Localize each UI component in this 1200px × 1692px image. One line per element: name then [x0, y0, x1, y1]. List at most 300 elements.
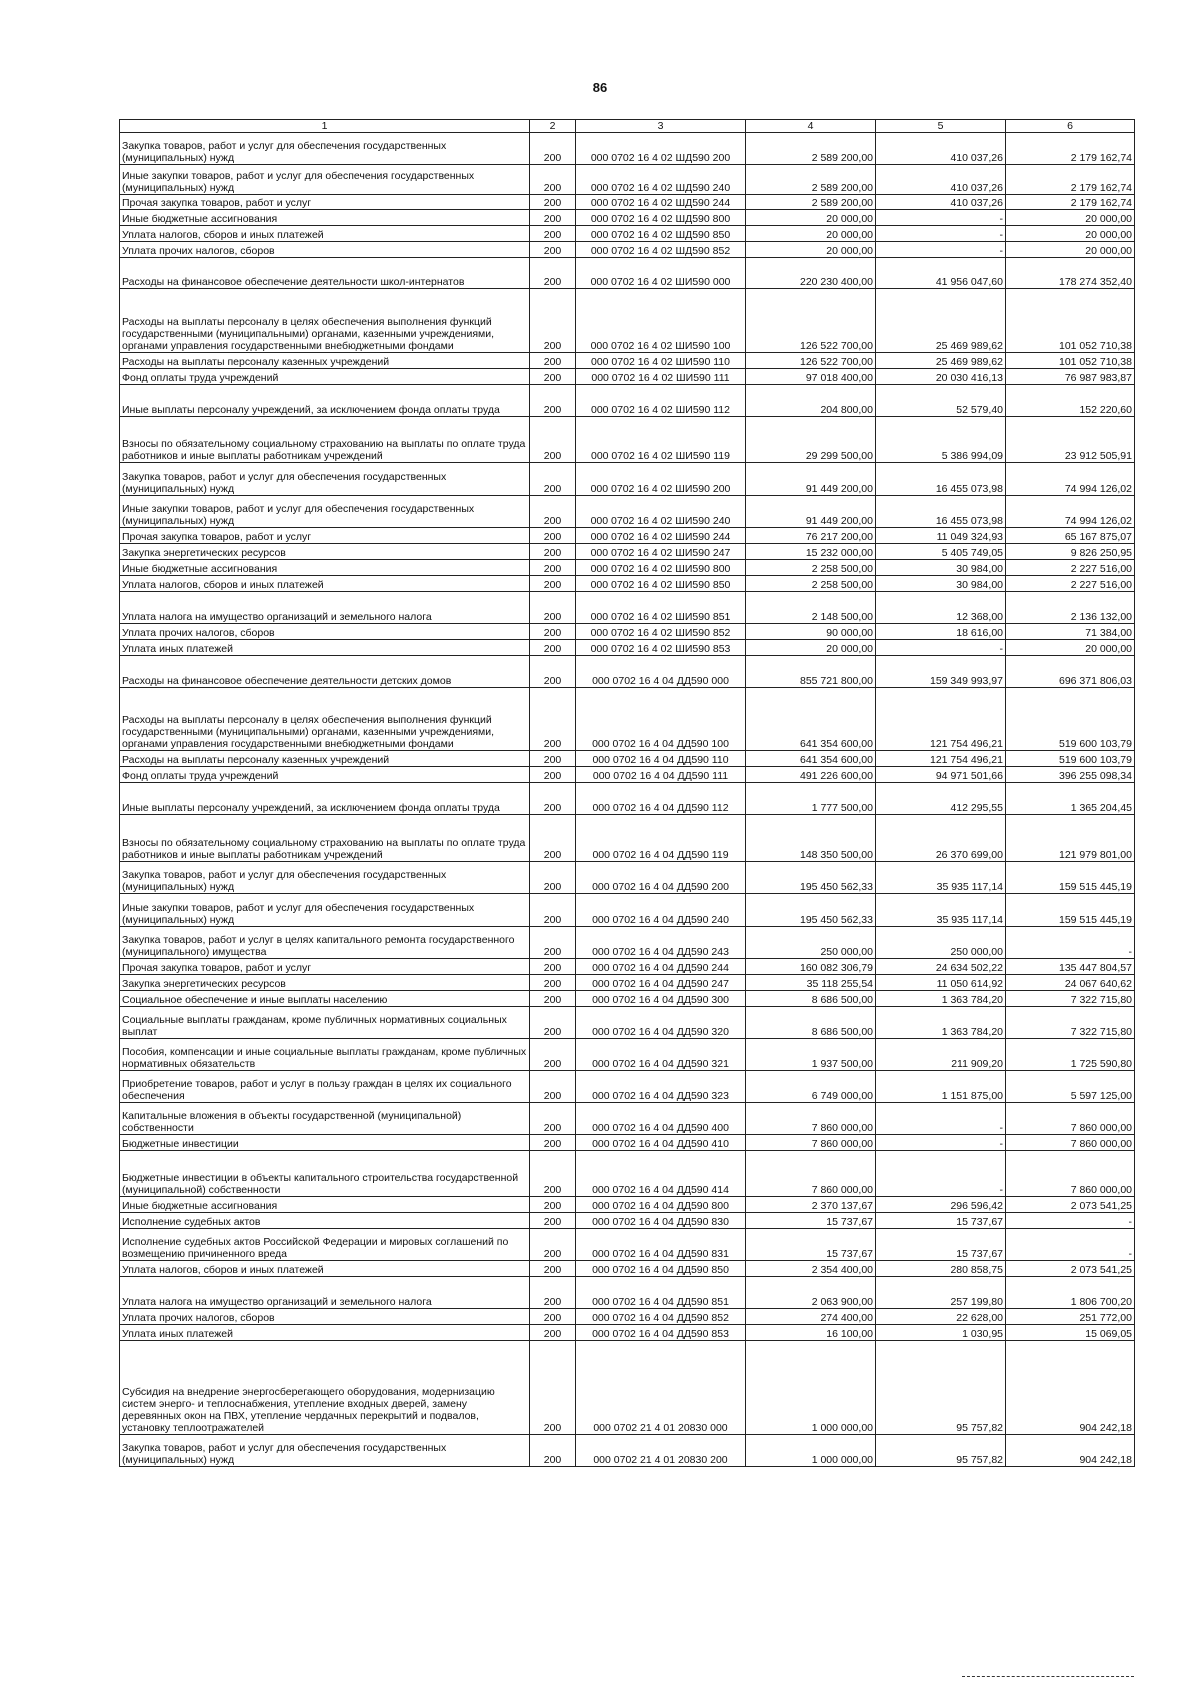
row-value-col6: 519 600 103,79 [1006, 751, 1135, 767]
row-name: Иные закупки товаров, работ и услуг для обеспечения государственных (муниципальных) нужд [120, 165, 530, 195]
row-value-col6: 2 179 162,74 [1006, 165, 1135, 195]
row-name: Уплата иных платежей [120, 640, 530, 656]
row-value-col6: 7 860 000,00 [1006, 1135, 1135, 1151]
row-name: Расходы на выплаты персоналу казенных учреждений [120, 751, 530, 767]
row-value-col6: 178 274 352,40 [1006, 258, 1135, 289]
row-value-col4: 6 749 000,00 [746, 1071, 876, 1103]
row-value-col5: - [876, 226, 1006, 242]
row-value-col6: 121 979 801,00 [1006, 815, 1135, 862]
row-value-col4: 274 400,00 [746, 1309, 876, 1325]
table-row [120, 640, 1135, 656]
column-number-row [120, 120, 1135, 133]
row-classification-code: 000 0702 16 4 02 ШД590 200 [576, 133, 746, 165]
row-value-col6: 2 136 132,00 [1006, 592, 1135, 624]
row-code-col2: 200 [530, 165, 576, 195]
row-code-col2: 200 [530, 815, 576, 862]
row-name: Фонд оплаты труда учреждений [120, 767, 530, 783]
row-classification-code: 000 0702 16 4 04 ДД590 240 [576, 894, 746, 927]
row-classification-code: 000 0702 16 4 04 ДД590 244 [576, 959, 746, 975]
row-value-col5: - [876, 640, 1006, 656]
row-name: Закупка товаров, работ и услуг для обеспечения государственных (муниципальных) нужд [120, 1435, 530, 1467]
table-row [120, 226, 1135, 242]
row-value-col4: 97 018 400,00 [746, 369, 876, 385]
row-value-col6: 2 227 516,00 [1006, 576, 1135, 592]
row-code-col2: 200 [530, 656, 576, 688]
row-value-col4: 2 589 200,00 [746, 165, 876, 195]
row-classification-code: 000 0702 16 4 04 ДД590 243 [576, 927, 746, 959]
row-value-col6: 904 242,18 [1006, 1435, 1135, 1467]
row-value-col4: 76 217 200,00 [746, 528, 876, 544]
row-value-col4: 1 000 000,00 [746, 1341, 876, 1435]
row-value-col4: 8 686 500,00 [746, 1007, 876, 1039]
row-code-col2: 200 [530, 133, 576, 165]
row-value-col4: 91 449 200,00 [746, 496, 876, 528]
row-name: Субсидия на внедрение энергосберегающего оборудования, модернизацию систем энерго- и теплоснабжения, утепление входных дверей, замену деревянных окон на ПВХ, утепление чердачных перекрытий и подвалов, установку теплоотражателей [120, 1341, 530, 1435]
row-value-col6: 152 220,60 [1006, 385, 1135, 417]
row-value-col5: 11 049 324,93 [876, 528, 1006, 544]
row-value-col6: 74 994 126,02 [1006, 463, 1135, 496]
table-row [120, 783, 1135, 815]
row-value-col5: 5 386 994,09 [876, 417, 1006, 463]
row-name: Прочая закупка товаров, работ и услуг [120, 528, 530, 544]
row-value-col5: 18 616,00 [876, 624, 1006, 640]
row-value-col4: 855 721 800,00 [746, 656, 876, 688]
row-code-col2: 200 [530, 369, 576, 385]
row-code-col2: 200 [530, 226, 576, 242]
row-classification-code: 000 0702 16 4 04 ДД590 414 [576, 1151, 746, 1197]
table-row [120, 496, 1135, 528]
row-value-col4: 20 000,00 [746, 226, 876, 242]
row-value-col6: 20 000,00 [1006, 226, 1135, 242]
row-code-col2: 200 [530, 1071, 576, 1103]
row-name: Уплата налогов, сборов и иных платежей [120, 576, 530, 592]
row-classification-code: 000 0702 16 4 02 ШД590 800 [576, 210, 746, 226]
table-row [120, 1309, 1135, 1325]
row-code-col2: 200 [530, 1277, 576, 1309]
row-code-col2: 200 [530, 496, 576, 528]
table-row [120, 1325, 1135, 1341]
row-value-col5: 1 030,95 [876, 1325, 1006, 1341]
row-value-col5: 250 000,00 [876, 927, 1006, 959]
row-classification-code: 000 0702 16 4 02 ШИ590 800 [576, 560, 746, 576]
row-classification-code: 000 0702 21 4 01 20830 200 [576, 1435, 746, 1467]
row-classification-code: 000 0702 16 4 04 ДД590 200 [576, 862, 746, 894]
row-code-col2: 200 [530, 242, 576, 258]
footer-rule [962, 1676, 1134, 1677]
row-value-col6: 2 073 541,25 [1006, 1197, 1135, 1213]
row-code-col2: 200 [530, 1229, 576, 1261]
row-name: Уплата налогов, сборов и иных платежей [120, 226, 530, 242]
table-row [120, 688, 1135, 751]
row-code-col2: 200 [530, 1261, 576, 1277]
row-value-col4: 15 737,67 [746, 1213, 876, 1229]
row-value-col5: 52 579,40 [876, 385, 1006, 417]
row-value-col5: 211 909,20 [876, 1039, 1006, 1071]
row-value-col6: - [1006, 1213, 1135, 1229]
row-value-col5: 15 737,67 [876, 1229, 1006, 1261]
row-code-col2: 200 [530, 862, 576, 894]
table-row [120, 528, 1135, 544]
row-value-col4: 7 860 000,00 [746, 1151, 876, 1197]
row-classification-code: 000 0702 16 4 04 ДД590 850 [576, 1261, 746, 1277]
table-row [120, 751, 1135, 767]
row-classification-code: 000 0702 16 4 02 ШИ590 240 [576, 496, 746, 528]
table-row [120, 560, 1135, 576]
table-row [120, 592, 1135, 624]
row-classification-code: 000 0702 16 4 04 ДД590 830 [576, 1213, 746, 1229]
row-name: Расходы на выплаты персоналу в целях обеспечения выполнения функций государственными (муниципальными) органами, казенными учреждениями, органами управления государственными внебюджетными фондами [120, 688, 530, 751]
row-name: Уплата налога на имущество организаций и земельного налога [120, 1277, 530, 1309]
row-name: Взносы по обязательному социальному страхованию на выплаты по оплате труда работников и иные выплаты работникам учреждений [120, 815, 530, 862]
row-value-col6: 20 000,00 [1006, 242, 1135, 258]
row-code-col2: 200 [530, 560, 576, 576]
row-value-col4: 2 063 900,00 [746, 1277, 876, 1309]
table-row [120, 576, 1135, 592]
table-row [120, 1435, 1135, 1467]
table-row [120, 165, 1135, 195]
row-value-col4: 8 686 500,00 [746, 991, 876, 1007]
row-value-col6: 71 384,00 [1006, 624, 1135, 640]
row-value-col5: 26 370 699,00 [876, 815, 1006, 862]
row-code-col2: 200 [530, 1197, 576, 1213]
row-value-col6: 396 255 098,34 [1006, 767, 1135, 783]
row-name: Приобретение товаров, работ и услуг в пользу граждан в целях их социального обеспечения [120, 1071, 530, 1103]
row-value-col5: 1 363 784,20 [876, 1007, 1006, 1039]
row-value-col4: 91 449 200,00 [746, 463, 876, 496]
table-row [120, 369, 1135, 385]
row-value-col5: - [876, 1103, 1006, 1135]
row-classification-code: 000 0702 16 4 02 ШИ590 119 [576, 417, 746, 463]
row-name: Закупка товаров, работ и услуг для обеспечения государственных (муниципальных) нужд [120, 862, 530, 894]
row-name: Закупка энергетических ресурсов [120, 975, 530, 991]
row-code-col2: 200 [530, 1151, 576, 1197]
row-code-col2: 200 [530, 624, 576, 640]
row-value-col6: 2 179 162,74 [1006, 195, 1135, 210]
row-name: Взносы по обязательному социальному страхованию на выплаты по оплате труда работников и иные выплаты работникам учреждений [120, 417, 530, 463]
table-row [120, 1071, 1135, 1103]
row-classification-code: 000 0702 16 4 02 ШИ590 112 [576, 385, 746, 417]
row-value-col4: 2 370 137,67 [746, 1197, 876, 1213]
row-classification-code: 000 0702 16 4 02 ШД590 850 [576, 226, 746, 242]
row-value-col5: 296 596,42 [876, 1197, 1006, 1213]
row-name: Расходы на выплаты персоналу казенных учреждений [120, 353, 530, 369]
row-name: Фонд оплаты труда учреждений [120, 369, 530, 385]
row-value-col4: 126 522 700,00 [746, 353, 876, 369]
row-value-col6: 7 860 000,00 [1006, 1151, 1135, 1197]
row-name: Бюджетные инвестиции в объекты капитального строительства государственной (муниципальной) собственности [120, 1151, 530, 1197]
row-code-col2: 200 [530, 576, 576, 592]
table-row [120, 385, 1135, 417]
row-value-col6: 2 179 162,74 [1006, 133, 1135, 165]
row-classification-code: 000 0702 16 4 02 ШИ590 850 [576, 576, 746, 592]
table-row [120, 258, 1135, 289]
row-value-col5: 280 858,75 [876, 1261, 1006, 1277]
row-code-col2: 200 [530, 258, 576, 289]
row-code-col2: 200 [530, 289, 576, 353]
row-classification-code: 000 0702 16 4 02 ШИ590 853 [576, 640, 746, 656]
row-value-col5: 22 628,00 [876, 1309, 1006, 1325]
row-value-col4: 20 000,00 [746, 242, 876, 258]
table-row [120, 417, 1135, 463]
row-code-col2: 200 [530, 544, 576, 560]
row-value-col4: 148 350 500,00 [746, 815, 876, 862]
row-value-col5: 94 971 501,66 [876, 767, 1006, 783]
row-value-col4: 16 100,00 [746, 1325, 876, 1341]
row-value-col5: - [876, 1135, 1006, 1151]
row-code-col2: 200 [530, 1103, 576, 1135]
row-value-col5: 121 754 496,21 [876, 688, 1006, 751]
row-value-col6: 76 987 983,87 [1006, 369, 1135, 385]
row-value-col4: 15 232 000,00 [746, 544, 876, 560]
row-value-col5: 30 984,00 [876, 560, 1006, 576]
row-name: Исполнение судебных актов [120, 1213, 530, 1229]
table-row [120, 767, 1135, 783]
row-code-col2: 200 [530, 751, 576, 767]
row-value-col6: 696 371 806,03 [1006, 656, 1135, 688]
column-header-1: 1 [120, 120, 530, 133]
row-value-col4: 160 082 306,79 [746, 959, 876, 975]
table-row [120, 195, 1135, 210]
row-classification-code: 000 0702 16 4 04 ДД590 112 [576, 783, 746, 815]
row-value-col5: 35 935 117,14 [876, 894, 1006, 927]
row-classification-code: 000 0702 21 4 01 20830 000 [576, 1341, 746, 1435]
table-row [120, 1261, 1135, 1277]
row-classification-code: 000 0702 16 4 02 ШИ590 100 [576, 289, 746, 353]
row-value-col4: 1 000 000,00 [746, 1435, 876, 1467]
row-value-col6: 159 515 445,19 [1006, 894, 1135, 927]
row-value-col4: 2 258 500,00 [746, 576, 876, 592]
row-name: Социальное обеспечение и иные выплаты населению [120, 991, 530, 1007]
row-code-col2: 200 [530, 353, 576, 369]
row-code-col2: 200 [530, 210, 576, 226]
table-row [120, 1341, 1135, 1435]
row-value-col6: 7 322 715,80 [1006, 991, 1135, 1007]
row-value-col6: 1 725 590,80 [1006, 1039, 1135, 1071]
row-value-col6: 101 052 710,38 [1006, 353, 1135, 369]
row-name: Закупка энергетических ресурсов [120, 544, 530, 560]
row-value-col5: - [876, 242, 1006, 258]
row-name: Уплата прочих налогов, сборов [120, 242, 530, 258]
row-name: Иные закупки товаров, работ и услуг для обеспечения государственных (муниципальных) нужд [120, 496, 530, 528]
row-name: Пособия, компенсации и иные социальные выплаты гражданам, кроме публичных нормативных обязательств [120, 1039, 530, 1071]
table-row [120, 1197, 1135, 1213]
row-code-col2: 200 [530, 991, 576, 1007]
row-value-col5: 412 295,55 [876, 783, 1006, 815]
row-name: Иные бюджетные ассигнования [120, 560, 530, 576]
row-value-col4: 2 148 500,00 [746, 592, 876, 624]
row-name: Социальные выплаты гражданам, кроме публичных нормативных социальных выплат [120, 1007, 530, 1039]
row-classification-code: 000 0702 16 4 04 ДД590 100 [576, 688, 746, 751]
row-classification-code: 000 0702 16 4 04 ДД590 300 [576, 991, 746, 1007]
row-classification-code: 000 0702 16 4 04 ДД590 111 [576, 767, 746, 783]
row-name: Прочая закупка товаров, работ и услуг [120, 959, 530, 975]
row-value-col5: 1 363 784,20 [876, 991, 1006, 1007]
row-classification-code: 000 0702 16 4 02 ШИ590 851 [576, 592, 746, 624]
row-value-col5: 95 757,82 [876, 1341, 1006, 1435]
row-value-col6: 251 772,00 [1006, 1309, 1135, 1325]
row-value-col5: 25 469 989,62 [876, 353, 1006, 369]
budget-execution-table [119, 119, 1135, 1467]
row-value-col6: 904 242,18 [1006, 1341, 1135, 1435]
row-name: Иные бюджетные ассигнования [120, 210, 530, 226]
row-name: Закупка товаров, работ и услуг для обеспечения государственных (муниципальных) нужд [120, 463, 530, 496]
row-value-col4: 220 230 400,00 [746, 258, 876, 289]
row-value-col6: 1 365 204,45 [1006, 783, 1135, 815]
row-value-col4: 20 000,00 [746, 640, 876, 656]
table-row [120, 1135, 1135, 1151]
row-name: Уплата налогов, сборов и иных платежей [120, 1261, 530, 1277]
table-row [120, 815, 1135, 862]
row-value-col5: 41 956 047,60 [876, 258, 1006, 289]
row-value-col4: 1 937 500,00 [746, 1039, 876, 1071]
row-classification-code: 000 0702 16 4 04 ДД590 247 [576, 975, 746, 991]
row-value-col4: 641 354 600,00 [746, 688, 876, 751]
column-header-4: 4 [746, 120, 876, 133]
row-name: Капитальные вложения в объекты государственной (муниципальной) собственности [120, 1103, 530, 1135]
row-value-col4: 491 226 600,00 [746, 767, 876, 783]
row-code-col2: 200 [530, 1341, 576, 1435]
table-row [120, 133, 1135, 165]
table-row [120, 1151, 1135, 1197]
table-row [120, 1277, 1135, 1309]
table-row [120, 991, 1135, 1007]
row-value-col5: 95 757,82 [876, 1435, 1006, 1467]
row-code-col2: 200 [530, 767, 576, 783]
row-code-col2: 200 [530, 959, 576, 975]
row-value-col5: - [876, 210, 1006, 226]
row-name: Уплата налога на имущество организаций и земельного налога [120, 592, 530, 624]
row-classification-code: 000 0702 16 4 04 ДД590 119 [576, 815, 746, 862]
row-value-col4: 35 118 255,54 [746, 975, 876, 991]
row-value-col5: 35 935 117,14 [876, 862, 1006, 894]
row-name: Расходы на выплаты персоналу в целях обеспечения выполнения функций государственными (муниципальными) органами, казенными учреждениями, органами управления государственными внебюджетными фондами [120, 289, 530, 353]
row-value-col5: - [876, 1151, 1006, 1197]
table-row [120, 242, 1135, 258]
row-code-col2: 200 [530, 463, 576, 496]
row-value-col5: 12 368,00 [876, 592, 1006, 624]
row-value-col4: 195 450 562,33 [746, 862, 876, 894]
table-row [120, 927, 1135, 959]
row-classification-code: 000 0702 16 4 02 ШД590 852 [576, 242, 746, 258]
row-value-col4: 126 522 700,00 [746, 289, 876, 353]
row-value-col5: 410 037,26 [876, 195, 1006, 210]
row-name: Прочая закупка товаров, работ и услуг [120, 195, 530, 210]
table-row [120, 624, 1135, 640]
row-value-col4: 15 737,67 [746, 1229, 876, 1261]
table-row [120, 1007, 1135, 1039]
table-row [120, 463, 1135, 496]
row-code-col2: 200 [530, 1039, 576, 1071]
row-classification-code: 000 0702 16 4 04 ДД590 110 [576, 751, 746, 767]
row-value-col5: 410 037,26 [876, 133, 1006, 165]
row-value-col5: 257 199,80 [876, 1277, 1006, 1309]
row-name: Уплата прочих налогов, сборов [120, 1309, 530, 1325]
row-value-col6: 135 447 804,57 [1006, 959, 1135, 975]
table-row [120, 289, 1135, 353]
row-value-col6: 519 600 103,79 [1006, 688, 1135, 751]
row-classification-code: 000 0702 16 4 02 ШИ590 852 [576, 624, 746, 640]
row-code-col2: 200 [530, 1435, 576, 1467]
row-value-col5: 16 455 073,98 [876, 463, 1006, 496]
table-row [120, 862, 1135, 894]
row-classification-code: 000 0702 16 4 04 ДД590 851 [576, 1277, 746, 1309]
row-code-col2: 200 [530, 688, 576, 751]
table-row [120, 1229, 1135, 1261]
row-value-col6: 9 826 250,95 [1006, 544, 1135, 560]
row-value-col6: 20 000,00 [1006, 640, 1135, 656]
row-value-col6: 7 860 000,00 [1006, 1103, 1135, 1135]
table-row [120, 1213, 1135, 1229]
row-value-col4: 641 354 600,00 [746, 751, 876, 767]
row-code-col2: 200 [530, 417, 576, 463]
column-header-3: 3 [576, 120, 746, 133]
row-name: Закупка товаров, работ и услуг в целях капитального ремонта государственного (муниципального) имущества [120, 927, 530, 959]
row-value-col4: 250 000,00 [746, 927, 876, 959]
row-value-col5: 410 037,26 [876, 165, 1006, 195]
row-classification-code: 000 0702 16 4 04 ДД590 000 [576, 656, 746, 688]
row-value-col6: 20 000,00 [1006, 210, 1135, 226]
row-value-col5: 25 469 989,62 [876, 289, 1006, 353]
row-value-col5: 11 050 614,92 [876, 975, 1006, 991]
row-value-col4: 7 860 000,00 [746, 1103, 876, 1135]
row-classification-code: 000 0702 16 4 04 ДД590 323 [576, 1071, 746, 1103]
row-classification-code: 000 0702 16 4 02 ШИ590 000 [576, 258, 746, 289]
table-row [120, 1039, 1135, 1071]
row-name: Уплата иных платежей [120, 1325, 530, 1341]
column-header-2: 2 [530, 120, 576, 133]
row-value-col6: 24 067 640,62 [1006, 975, 1135, 991]
column-header-6: 6 [1006, 120, 1135, 133]
row-value-col4: 2 589 200,00 [746, 195, 876, 210]
row-value-col4: 90 000,00 [746, 624, 876, 640]
table-row [120, 353, 1135, 369]
row-code-col2: 200 [530, 894, 576, 927]
row-value-col6: 1 806 700,20 [1006, 1277, 1135, 1309]
row-name: Иные выплаты персоналу учреждений, за исключением фонда оплаты труда [120, 783, 530, 815]
row-code-col2: 200 [530, 927, 576, 959]
row-code-col2: 200 [530, 195, 576, 210]
row-value-col4: 29 299 500,00 [746, 417, 876, 463]
row-code-col2: 200 [530, 975, 576, 991]
row-value-col5: 30 984,00 [876, 576, 1006, 592]
row-value-col4: 2 589 200,00 [746, 133, 876, 165]
row-value-col5: 15 737,67 [876, 1213, 1006, 1229]
row-classification-code: 000 0702 16 4 04 ДД590 400 [576, 1103, 746, 1135]
row-value-col5: 159 349 993,97 [876, 656, 1006, 688]
row-classification-code: 000 0702 16 4 04 ДД590 800 [576, 1197, 746, 1213]
table-row [120, 544, 1135, 560]
row-value-col5: 5 405 749,05 [876, 544, 1006, 560]
row-code-col2: 200 [530, 385, 576, 417]
row-value-col6: - [1006, 1229, 1135, 1261]
row-value-col6: 7 322 715,80 [1006, 1007, 1135, 1039]
table-row [120, 210, 1135, 226]
row-value-col4: 204 800,00 [746, 385, 876, 417]
row-name: Иные закупки товаров, работ и услуг для обеспечения государственных (муниципальных) нужд [120, 894, 530, 927]
row-code-col2: 200 [530, 1309, 576, 1325]
row-name: Расходы на финансовое обеспечение деятельности детских домов [120, 656, 530, 688]
row-name: Иные бюджетные ассигнования [120, 1197, 530, 1213]
row-value-col5: 16 455 073,98 [876, 496, 1006, 528]
row-value-col6: 74 994 126,02 [1006, 496, 1135, 528]
row-value-col4: 20 000,00 [746, 210, 876, 226]
row-value-col4: 7 860 000,00 [746, 1135, 876, 1151]
row-value-col4: 195 450 562,33 [746, 894, 876, 927]
row-value-col6: 65 167 875,07 [1006, 528, 1135, 544]
row-value-col6: 2 227 516,00 [1006, 560, 1135, 576]
row-classification-code: 000 0702 16 4 02 ШИ590 244 [576, 528, 746, 544]
row-classification-code: 000 0702 16 4 02 ШИ590 111 [576, 369, 746, 385]
